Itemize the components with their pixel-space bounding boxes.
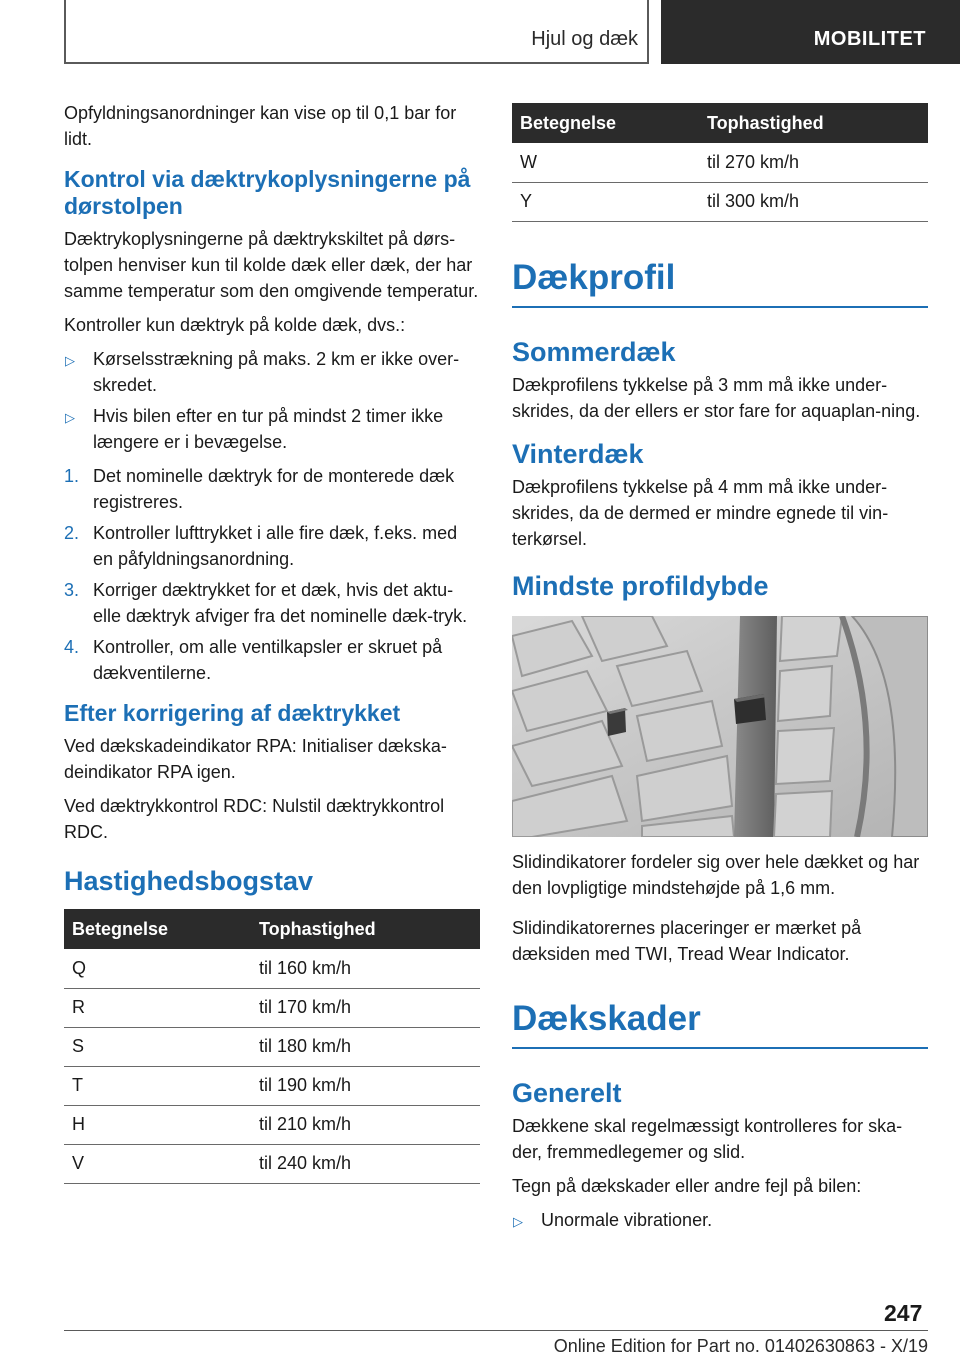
list-item-text: Hvis bilen efter en tur på mindst 2 timer ikke længere er i bevægelse.	[93, 406, 444, 452]
speed-cell: til 210 km/h	[251, 1105, 480, 1144]
step-item	[64, 634, 480, 686]
heading-speed-letter: Hastighedsbogstav	[64, 866, 314, 896]
procedure-steps	[64, 463, 480, 686]
table-row	[64, 949, 480, 988]
page-number: 247	[884, 1300, 923, 1326]
header-chapter-title: MOBILITET	[813, 28, 926, 50]
designation-cell: R	[64, 988, 251, 1027]
summer-paragraph: Dækprofilens tykkelse på 3 mm må ikke under-skrides, da der ellers er stor fare for aquaplan-ning.	[512, 374, 921, 421]
left-column	[64, 100, 480, 1184]
speed-cell: til 300 km/h	[699, 182, 928, 221]
winter-paragraph: Dækprofilens tykkelse på 4 mm må ikke under-skrides, da de dermed er mindre egnede til vin-terkørsel.	[512, 476, 889, 549]
footer-divider	[64, 1330, 928, 1331]
heading-winter-tyres: Vinterdæk	[512, 438, 644, 469]
rdc-paragraph: Ved dæktrykkontrol RDC: Nulstil dæktrykkontrol RDC.	[64, 796, 445, 842]
speed-rating-table	[64, 909, 480, 1184]
heading-summer-tyres: Sommerdæk	[512, 336, 676, 367]
step-text: Det nominelle dæktryk for de monterede dæk registreres.	[93, 466, 455, 512]
designation-cell: S	[64, 1027, 251, 1066]
heading-tyre-damage: Dækskader	[512, 997, 928, 1049]
footer-edition: Online Edition for Part no. 01402630863 - X/19	[553, 1336, 928, 1356]
table-row	[64, 988, 480, 1027]
general-paragraph: Dækkene skal regelmæssigt kontrolleres for ska-der, fremmedlegemer og slid.	[512, 1115, 903, 1162]
speed-cell: til 180 km/h	[251, 1027, 480, 1066]
list-item-text: Unormale vibrationer.	[541, 1209, 713, 1230]
step-text: Korriger dæktrykket for et dæk, hvis det aktu-elle dæktryk afviger fra det nominelle dæk-tryk.	[93, 580, 468, 626]
cold-tyre-paragraph: Kontroller kun dæktryk på kolde dæk, dvs.:	[64, 315, 406, 335]
column-header-top-speed: Tophastighed	[251, 909, 480, 949]
step-number: 1.	[64, 466, 80, 486]
column-header-designation: Betegnelse	[64, 909, 251, 949]
list-item	[64, 403, 480, 455]
table-row	[512, 182, 928, 221]
designation-cell: H	[64, 1105, 251, 1144]
speed-cell: til 190 km/h	[251, 1066, 480, 1105]
tread-wear-indicator-image	[512, 616, 928, 837]
step-number: 2.	[64, 523, 80, 543]
doorpost-paragraph: Dæktrykoplysningerne på dæktrykskiltet på dørs-tolpen henviser kun til kolde dæk eller dæk, der har samme temperatur som den omgivende temperatur.	[64, 229, 479, 301]
step-item	[64, 577, 480, 629]
header-section-title: Hjul og dæk	[531, 28, 638, 50]
step-number: 3.	[64, 580, 80, 600]
damage-signs-paragraph: Tegn på dækskader eller andre fejl på bilen:	[512, 1175, 862, 1196]
list-item-text: Kørselsstrækning på maks. 2 km er ikke over-skredet.	[93, 349, 460, 395]
triangle-right-icon: ▷	[65, 353, 75, 368]
triangle-right-icon: ▷	[513, 1213, 523, 1229]
speed-cell: til 240 km/h	[251, 1144, 480, 1183]
right-column	[512, 103, 928, 1241]
speed-cell: til 160 km/h	[251, 949, 480, 988]
step-number: 4.	[64, 637, 80, 657]
list-item	[512, 1207, 928, 1233]
speed-cell: til 170 km/h	[251, 988, 480, 1027]
table-row	[64, 1027, 480, 1066]
designation-cell: Q	[64, 949, 251, 988]
table-row	[64, 1105, 480, 1144]
triangle-right-icon: ▷	[65, 410, 75, 425]
speed-rating-table-continued	[512, 103, 928, 222]
column-header-designation: Betegnelse	[512, 103, 699, 143]
heading-doorpost-check: Kontrol via dæktrykoplysningerne på dørstolpen	[64, 166, 471, 219]
table-row	[64, 1144, 480, 1183]
speed-cell: til 270 km/h	[699, 143, 928, 182]
rpa-paragraph: Ved dækskadeindikator RPA: Initialiser dækska-deindikator RPA igen.	[64, 736, 447, 782]
table-header-row	[64, 909, 480, 949]
step-item	[64, 520, 480, 572]
step-text: Kontroller lufttrykket i alle fire dæk, f.eks. med en påfyldningsanordning.	[93, 523, 458, 569]
heading-general: Generelt	[512, 1077, 622, 1108]
table-header-row	[512, 103, 928, 143]
step-item	[64, 463, 480, 515]
list-item	[64, 346, 480, 398]
condition-list	[64, 346, 480, 455]
damage-signs-list	[512, 1207, 928, 1233]
table-row	[64, 1066, 480, 1105]
designation-cell: V	[64, 1144, 251, 1183]
table-row	[512, 143, 928, 182]
header-chapter-tab	[661, 0, 960, 64]
heading-min-tread-depth: Mindste profildybde	[512, 570, 769, 601]
twi-paragraph: Slidindikatorernes placeringer er mærket på dæksiden med TWI, Tread Wear Indicator.	[512, 917, 862, 964]
designation-cell: T	[64, 1066, 251, 1105]
wear-indicator-paragraph: Slidindikatorer fordeler sig over hele dækket og har den lovpligtige mindstehøjde på 1,6 mm.	[512, 851, 920, 898]
designation-cell: Y	[512, 182, 699, 221]
designation-cell: W	[512, 143, 699, 182]
column-header-top-speed: Tophastighed	[699, 103, 928, 143]
heading-after-correction: Efter korrigering af dæktrykket	[64, 700, 401, 726]
heading-tread-profile: Dækprofil	[512, 256, 928, 308]
step-text: Kontroller, om alle ventilkapsler er skruet på dækventilerne.	[93, 637, 443, 683]
intro-paragraph: Opfyldningsanordninger kan vise op til 0,1 bar for lidt.	[64, 103, 457, 149]
